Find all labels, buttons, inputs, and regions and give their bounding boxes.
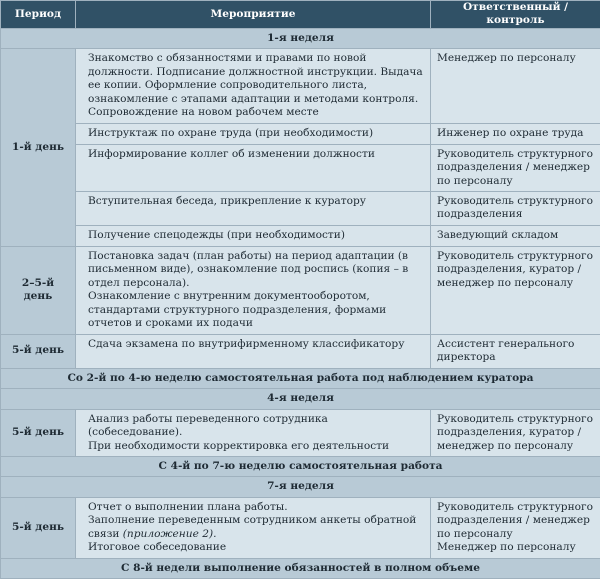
activity-cell: Получение спецодежды (при необходимости) bbox=[76, 225, 431, 246]
responsible-cell: Инженер по охране труда bbox=[431, 123, 600, 144]
responsible-cell: Руководитель структурного подразделения, куратор / менеджер по персоналу bbox=[431, 246, 600, 334]
table-row bbox=[1, 191, 600, 225]
table-row bbox=[1, 49, 600, 123]
section-weeks4to7: С 4-й по 7-ю неделю самостоятельная работа bbox=[1, 456, 600, 476]
activity-line bbox=[88, 514, 424, 541]
section-weeks2to4: Со 2-й по 4-ю неделю самостоятельная работа под наблюдением куратора bbox=[1, 368, 600, 388]
period-cell: 2–5-й день bbox=[1, 246, 76, 334]
period-cell: 5-й день bbox=[1, 334, 76, 368]
activity-cell: Информирование коллег об изменении должности bbox=[76, 144, 431, 191]
section-row bbox=[1, 389, 600, 409]
responsible-line: Руководитель структурного подразделения / менеджер по персоналу bbox=[437, 500, 593, 540]
activity-cell: Инструктаж по охране труда (при необходимости) bbox=[76, 123, 431, 144]
table-row bbox=[1, 144, 600, 191]
header-period: Период bbox=[1, 1, 76, 29]
section-row bbox=[1, 28, 600, 48]
responsible-line: Менеджер по персоналу bbox=[437, 541, 576, 554]
activity-cell bbox=[76, 246, 431, 334]
activity-cell: Знакомство с обязанностями и правами по новой должности. Подписание должностной инструкции. Выдача ее копии. Оформление сопроводительного листа, ознакомление с этапами адаптации и методами контроля. Сопровождение на новом рабочем месте bbox=[76, 49, 431, 123]
activity-cell: Вступительная беседа, прикрепление к куратору bbox=[76, 191, 431, 225]
section-row bbox=[1, 477, 600, 497]
table-row bbox=[1, 409, 600, 456]
activity-cell bbox=[76, 409, 431, 456]
period-cell: 1-й день bbox=[1, 49, 76, 247]
activity-line: Отчет о выполнении плана работы. bbox=[88, 500, 288, 513]
activity-line: При необходимости корректировка его деятельности bbox=[88, 439, 390, 452]
header-activity: Мероприятие bbox=[76, 1, 431, 29]
activity-line: Анализ работы переведенного сотрудника (собеседование). bbox=[88, 412, 328, 439]
activity-line: Итоговое собеседование bbox=[88, 541, 227, 554]
activity-cell: Сдача экзамена по внутрифирменному классификатору bbox=[76, 334, 431, 368]
activity-line: Постановка задач (план работы) на период адаптации (в письменном виде), ознакомление под роспись (копия – в отдел персонала). bbox=[88, 249, 409, 289]
header-responsible: Ответственный / контроль bbox=[431, 1, 600, 29]
table-row bbox=[1, 225, 600, 246]
responsible-cell: Менеджер по персоналу bbox=[431, 49, 600, 123]
section-row bbox=[1, 456, 600, 476]
section-row bbox=[1, 558, 600, 578]
section-week8: С 8-й недели выполнение обязанностей в полном объеме bbox=[1, 558, 600, 578]
responsible-cell: Руководитель структурного подразделения, куратор / менеджер по персоналу bbox=[431, 409, 600, 456]
table-header-row bbox=[1, 1, 600, 29]
appendix-reference: (приложение 2). bbox=[122, 527, 217, 540]
responsible-cell: Руководитель структурного подразделения bbox=[431, 191, 600, 225]
section-row bbox=[1, 368, 600, 388]
table-row bbox=[1, 497, 600, 558]
responsible-cell: Руководитель структурного подразделения / менеджер по персоналу bbox=[431, 144, 600, 191]
table-row bbox=[1, 246, 600, 334]
responsible-cell bbox=[431, 497, 600, 558]
responsible-cell: Заведующий складом bbox=[431, 225, 600, 246]
section-week7: 7-я неделя bbox=[1, 477, 600, 497]
responsible-cell: Ассистент генерального директора bbox=[431, 334, 600, 368]
table-row bbox=[1, 334, 600, 368]
period-cell: 5-й день bbox=[1, 497, 76, 558]
table-row bbox=[1, 123, 600, 144]
section-week4: 4-я неделя bbox=[1, 389, 600, 409]
section-week1: 1-я неделя bbox=[1, 28, 600, 48]
activity-line: Ознакомление с внутренним документооборотом, стандартами структурного подразделения, формами отчетов и сроками их подачи bbox=[88, 290, 387, 330]
activity-text: Заполнение переведенным сотрудником анкеты обратной связи bbox=[88, 514, 417, 540]
period-cell: 5-й день bbox=[1, 409, 76, 456]
activity-cell bbox=[76, 497, 431, 558]
